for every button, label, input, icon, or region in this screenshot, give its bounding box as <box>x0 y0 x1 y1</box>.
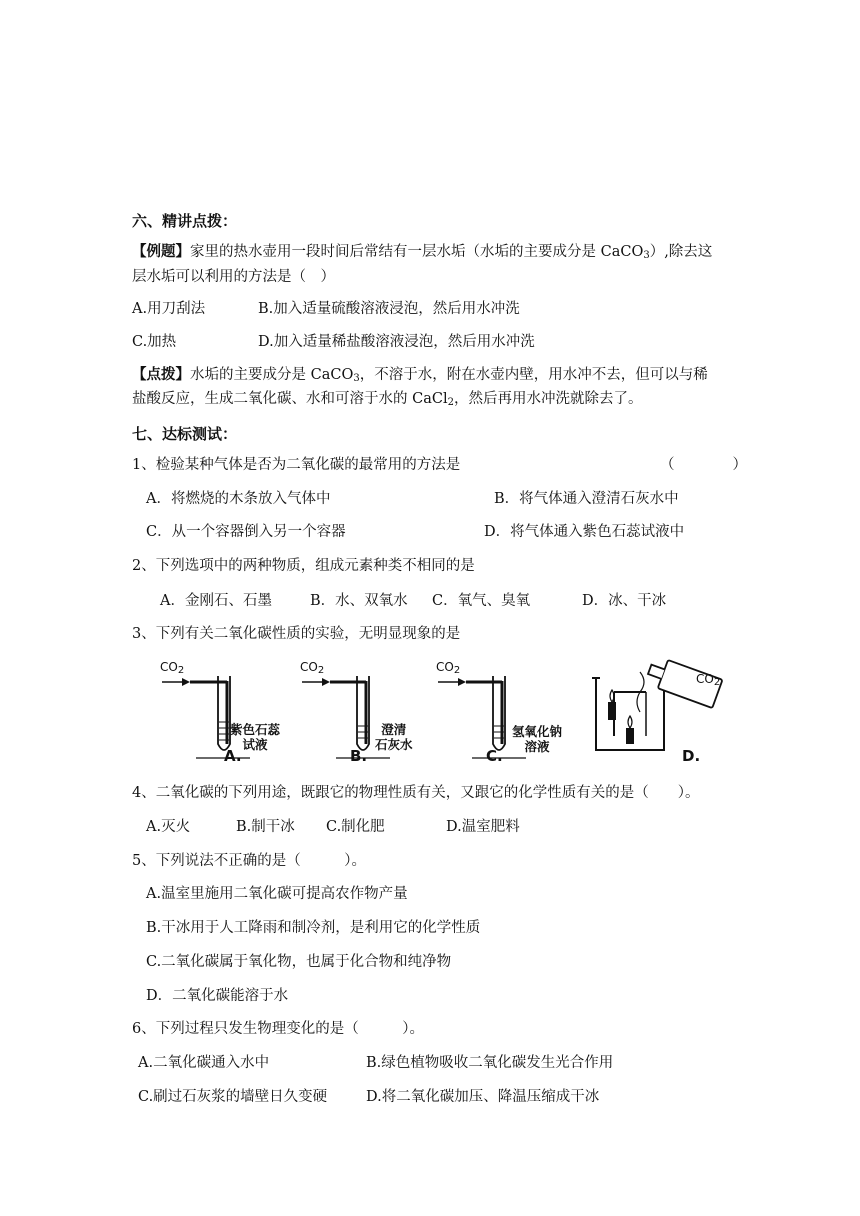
figure-d-gas-label: $CO_2$ <box>696 672 721 688</box>
q5-option-c: C.二氧化碳属于氧化物，也属于化合物和纯净物 <box>146 954 452 970</box>
example-tag: 【例题】 <box>132 243 190 260</box>
q3-figures <box>160 652 740 772</box>
q2-option-b: B．水、双氧水 <box>310 593 408 609</box>
figure-b-letter: B. <box>350 747 368 765</box>
example-text-1-end: ）,除去这 <box>649 244 713 260</box>
q4-option-b: B.制干冰 <box>236 819 295 835</box>
figure-d-apparatus <box>588 652 740 772</box>
q1-option-d: D．将气体通入紫色石蕊试液中 <box>484 524 685 540</box>
q5-stem: 5、下列说法不正确的是（ ）。 <box>132 853 366 869</box>
q2-option-a: A．金刚石、石墨 <box>160 593 272 609</box>
q4-option-d: D.温室肥料 <box>446 819 520 835</box>
example-subscript: 3 <box>643 250 650 261</box>
figure-c-letter: C. <box>486 747 503 765</box>
q5-option-a: A.温室里施用二氧化碳可提高农作物产量 <box>146 886 408 902</box>
section-7-heading: 七、达标测试： <box>132 425 238 443</box>
figure-c <box>436 652 576 772</box>
figure-a-letter: A. <box>224 747 242 765</box>
figure-b-gas-label: $CO_2$ <box>300 660 325 676</box>
q2-option-d: D．冰、干冰 <box>582 593 667 609</box>
q6-option-d: D.将二氧化碳加压、降温压缩成干冰 <box>366 1089 600 1105</box>
q4-option-c: C.制化肥 <box>326 819 385 835</box>
figure-d-letter: D. <box>682 747 701 765</box>
figure-a-gas-label: $CO_2$ <box>160 660 185 676</box>
q3-stem: 3、下列有关二氧化碳性质的实验，无明显现象的是 <box>132 626 461 642</box>
q6-stem: 6、下列过程只发生物理变化的是（ ）。 <box>132 1021 424 1037</box>
q6-option-c: C.刷过石灰浆的墙壁日久变硬 <box>138 1089 328 1105</box>
example-option-d: D.加入适量稀盐酸溶液浸泡，然后用水冲洗 <box>258 334 535 350</box>
q2-stem: 2、下列选项中的两种物质，组成元素种类不相同的是 <box>132 558 475 574</box>
q1-option-b: B．将气体通入澄清石灰水中 <box>494 491 679 507</box>
q5-option-b: B.干冰用于人工降雨和制冷剂，是利用它的化学性质 <box>146 920 481 936</box>
example-line-2: 层水垢可以利用的方法是（ ） <box>132 269 335 285</box>
tip-text-1b: ，不溶于水，附在水壶内壁，用水冲不去，但可以与稀 <box>359 367 708 383</box>
tip-line-1 <box>132 366 708 384</box>
q4-option-a: A.灭火 <box>146 819 191 835</box>
tip-tag: 【点拨】 <box>132 366 190 383</box>
figure-d <box>588 652 740 772</box>
q1-option-c: C．从一个容器倒入另一个容器 <box>146 524 346 540</box>
figure-b-label: 澄清 石灰水 <box>375 722 413 752</box>
tip-subscript-1: 3 <box>353 373 360 384</box>
q5-option-d: D．二氧化碳能溶于水 <box>146 988 289 1004</box>
q6-option-b: B.绿色植物吸收二氧化碳发生光合作用 <box>366 1055 614 1071</box>
tip-text-2b: ，然后再用水冲洗就除去了。 <box>453 391 643 407</box>
q2-option-c: C．氧气、臭氧 <box>432 593 531 609</box>
example-text-1: 家里的热水壶用一段时间后常结有一层水垢（水垢的主要成分是 CaCO <box>190 244 644 260</box>
q1-answer-paren: （ ） <box>660 457 747 473</box>
figure-b <box>300 652 440 772</box>
example-option-b: B.加入适量硫酸溶液浸泡，然后用水冲洗 <box>258 301 520 317</box>
figure-a-label: 紫色石蕊 试液 <box>230 722 281 752</box>
example-line-1 <box>132 243 712 261</box>
figure-a <box>160 652 300 772</box>
figure-c-apparatus <box>436 652 576 772</box>
q1-option-a: A．将燃烧的木条放入气体中 <box>146 491 331 507</box>
tip-text-1a: 水垢的主要成分是 CaCO <box>190 367 354 383</box>
example-option-c: C.加热 <box>132 334 177 350</box>
example-option-a: A.用刀刮法 <box>132 301 206 317</box>
q1-stem: 1、检验某种气体是否为二氧化碳的最常用的方法是 <box>132 457 461 473</box>
q4-stem: 4、二氧化碳的下列用途，既跟它的物理性质有关，又跟它的化学性质有关的是（ ）。 <box>132 785 700 801</box>
tip-subscript-2: 2 <box>447 397 454 408</box>
tip-line-2 <box>132 390 642 408</box>
figure-b-apparatus <box>300 652 440 772</box>
figure-c-label: 氢氧化钠 溶液 <box>512 724 563 754</box>
section-6-heading: 六、精讲点拨： <box>132 212 238 230</box>
q6-option-a: A.二氧化碳通入水中 <box>138 1055 270 1071</box>
figure-c-gas-label: $CO_2$ <box>436 660 461 676</box>
tip-text-2a: 盐酸反应，生成二氧化碳、水和可溶于水的 CaCl <box>132 391 448 407</box>
